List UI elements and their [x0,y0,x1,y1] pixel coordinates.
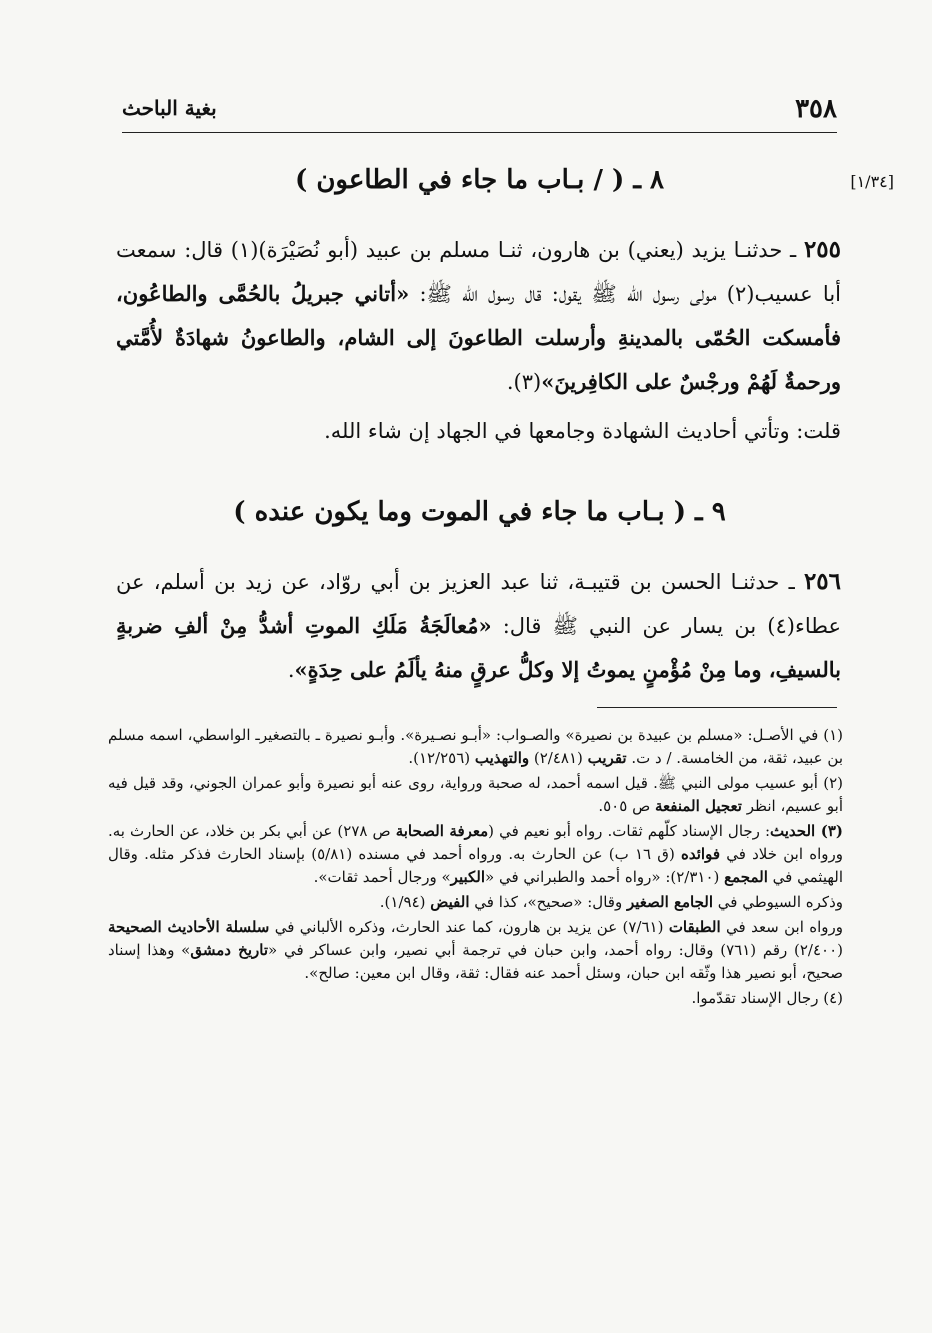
footnote-3-continued: وذكره السيوطي في الجامع الصغير وقال: «صحيح»، كذا في الفيض (١/٩٤). [379,893,843,911]
footnote-separator [597,707,837,708]
footnote-2: (٢) أبو عسيب مولى النبي ﷺ. قيل اسمه أحمد، له صحبة ورواية، روى عنه أبو نصيرة وأبو عمران الجوني، وقد قيل فيه أبو عسيم، انظر تعجيل المنفعة ص ٥٠٥. [108,774,843,815]
footnote-3-continued-2: ورواه ابن سعد في الطبقات (٧/٦١) عن يزيد بن هارون، كما عند الحارث، وذكره الألباني في سلسلة الأحاديث الصحيحة (٢/٤٠٠) رقم (٧٦١) وقال: رواه أحمد، وابن حبان في ترجمة أبي نصير، وابن عساكر في «تاريخ دمشق» وهذا إسناد صحيح، أبو نصير هذا وثّقه ابن حبان، وسئل أحمد عنه فقال: ثقة، وقال ابن معين: صالح». [108,918,844,982]
author-note-text: قلت: وتأتي أحاديث الشهادة وجامعها في الجهاد إن شاء الله. [324,419,841,443]
footnote-ref: (٣). [506,370,542,394]
hadith-number: ٢٥٦ [803,568,841,595]
page-header [122,88,837,133]
hadith-text: «مُعالَجَةُ مَلَكِ الموتِ أشدُّ مِنْ ألفِ ضربةٍ بالسيفِ، وما مِنْ مُؤْمنٍ يموتُ إلا وكلُّ عرقٍ منهُ يألَمُ على حِدَةٍ» [116,613,841,682]
footnote-1: (١) في الأصـل: «مسلم بن عبيدة بن نصيرة» والصـواب: «أبـو نصـيرة». وأبـو نصيرة ـ بالتصغيرـ الواسطي، اسمه مسلم بن عبيد، ثقة، من الخامسة. / د ت. تقريب (٢/٤٨١) والتهذيب (١٢/٢٥٦). [108,726,843,767]
hadith-text: «أتاني جبريلُ بالحُمَّى والطاعُون، فأمسكت الحُمّى بالمدينةِ وأرسلت الطاعونَ إلى الشام، والطاعونُ شهادَةٌ لأُمَّتي ورحمةٌ لَهُمْ ورجْسٌ على الكافِرينَ» [116,281,841,394]
section-8-heading: ٨ ـ ( / بـاب ما جاء في الطاعون ) [294,165,664,195]
author-note [116,410,841,453]
hadith-isnad: ـ حدثنـا يزيد (يعني) بن هارون، ثنـا مسلم بن عبيد (أبو نُصَيْرَة)(١) قال: سمعت أبا عسيب(٢) مولى رسول الله ﷺ يقول: قال رسول الله ﷺ: [116,238,842,306]
book-title: بغية الباحث [122,96,217,120]
hadith-number: ٢٥٥ [803,236,841,263]
footnote-3: (٣) الحديث: رجال الإسناد كلّهم ثقات. رواه أبو نعيم في (معرفة الصحابة ص ٢٧٨) عن أبي بكر بن خلاد، عن الحارث به. ورواه ابن خلاد في فوائده (ق ١٦ ب) عن الحارث به. ورواه أحمد في مسنده (٥/٨١) بإسناد الحارث فذكر مثله. وقال الهيثمي في المجمع (٢/٣١٠): «رواه أحمد والطبراني في «الكبير» ورجال أحمد ثقات». [108,822,844,886]
hadith-isnad: ـ حدثنـا الحسن بن قتيبـة، ثنا عبد العزيز بن أبي روّاد، عن زيد بن أسلم، عن عطاء(٤) بن يسار عن النبي ﷺ قال: [116,570,841,638]
footnotes [108,724,843,1012]
footnote-4: (٤) رجال الإسناد تقدّموا. [691,989,843,1007]
page-number: ٣٥٨ [795,94,837,124]
hadith-256: ٢٥٦ ـ حدثنـا الحسن بن قتيبـة، ثنا عبد العزيز بن أبي روّاد، عن زيد بن أسلم، عن عطاء(٤) بن يسار عن النبي ﷺ قال: «مُعالَجَةُ مَلَكِ الموتِ أشدُّ مِنْ ألفِ ضربةٍ بالسيفِ، وما مِنْ مُؤْمنٍ يموتُ إلا وكلُّ عرقٍ منهُ يألَمُ على حِدَةٍ». [116,568,841,682]
manuscript-folio-ref: [١/٣٤] [850,172,894,191]
section-9-heading: ٩ ـ ( بـاب ما جاء في الموت وما يكون عنده ) [233,497,726,527]
hadith-255 [116,228,841,404]
